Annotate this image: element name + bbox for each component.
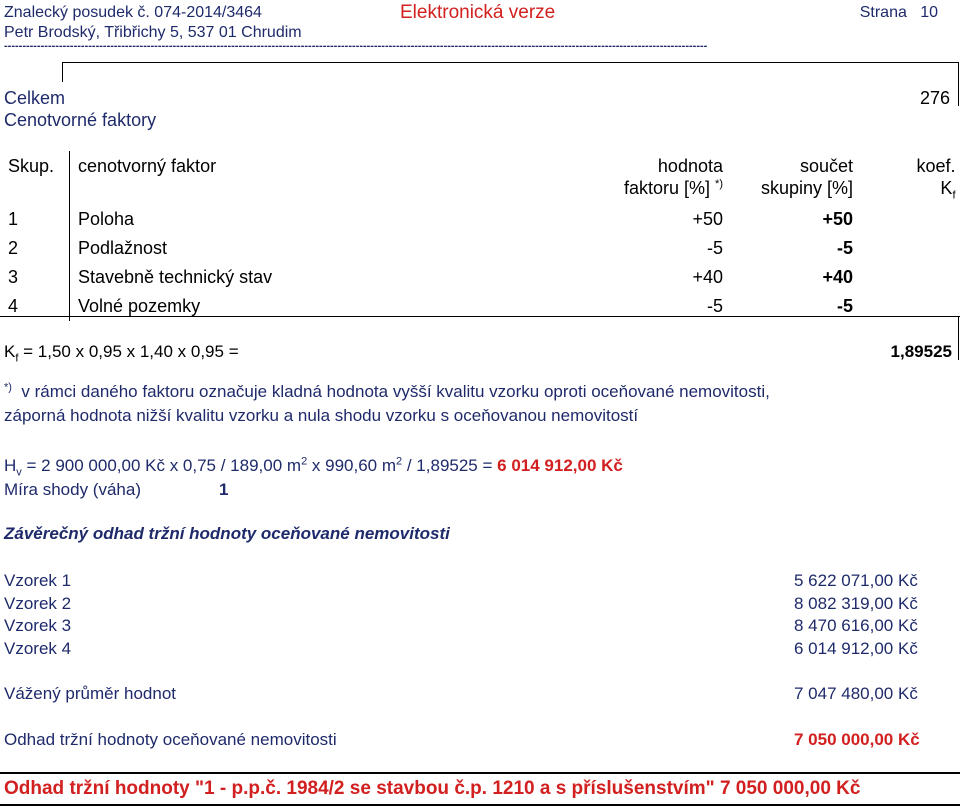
factors-table: [4, 151, 960, 321]
frame-divider: [958, 316, 959, 360]
footnote-line1: *) v rámci daného faktoru označuje kladná hodnota vyšší kvalitu vzorku oproti oceňované nemovitosti,: [4, 381, 770, 401]
header-separator: ------------------------------------------------------------------------------------------------------------------------------------------------------------------------------------------------: [4, 40, 708, 52]
sample-value: 8 470 616,00 Kč: [794, 616, 918, 635]
footnote-line2: záporná hodnota nižší kvalitu vzorku a nula shodu vzorku s oceňovanou nemovitostí: [4, 406, 639, 425]
weight-value: 1: [219, 480, 229, 499]
kf-formula: $K_f = 1,50$ x 0,95 x 1,40 x 0,95 =: [4, 342, 239, 365]
sample-value: 6 014 912,00 Kč: [794, 639, 918, 658]
section-title: Cenotvorné faktory: [4, 110, 157, 130]
author-address: Petr Brodský, Třibřichy 5, 537 01 Chrudim: [4, 24, 302, 41]
total-value: 276: [919, 88, 950, 108]
total-label: Celkem: [4, 88, 66, 108]
sample-label: Vzorek 1: [4, 571, 72, 590]
final-estimate-text: Odhad tržní hodnoty "1 - p.p.č. 1984/2 se stavbou č.p. 1210 a s příslušenstvím" 7 050 000,00 Kč: [4, 778, 861, 799]
table-row: 4 Volné pozemky -5 -5: [4, 292, 960, 321]
header-coef: koef. $K_f$: [916, 156, 956, 202]
hv-result: 6 014 912,00 Kč: [497, 456, 623, 475]
estimate-value: 7 050 000,00 Kč: [794, 730, 920, 749]
weighted-average-label: Vážený průměr hodnot: [4, 684, 176, 703]
weighted-average-value: 7 047 480,00 Kč: [794, 684, 918, 703]
version-label: Elektronická verze: [400, 2, 556, 23]
page-number: 10: [920, 4, 938, 21]
page-indicator: [860, 4, 938, 22]
frame-divider: [62, 62, 63, 82]
document-reference: Znalecký posudek č. 074-2014/3464: [4, 4, 262, 21]
estimate-label: Odhad tržní hodnoty oceňované nemovitosti: [4, 730, 337, 749]
sample-value: 8 082 319,00 Kč: [794, 594, 918, 613]
sample-value: 5 622 071,00 Kč: [794, 571, 918, 590]
header-group: Skup.: [4, 151, 70, 205]
hv-formula: $H_v = 2$ 900 000,00 Kč x 0,75 / 189,00 $m^2$ x 990,60 $m^2 / 1,89525 = 6$ 014 912,00 Kč: [4, 455, 623, 479]
sample-label: Vzorek 2: [4, 594, 72, 613]
sample-label: Vzorek 3: [4, 616, 72, 635]
kf-result: 1,89525: [890, 342, 952, 361]
table-header: [4, 151, 960, 205]
header-value: hodnota faktoru [%] *): [623, 156, 723, 198]
footnote-mark: *): [4, 381, 12, 394]
header-factor: cenotvorný faktor: [78, 156, 217, 176]
table-row: 2 Podlažnost -5 -5: [4, 234, 960, 263]
final-estimate-bar: [0, 772, 960, 806]
header-sum: součet skupiny [%]: [760, 156, 853, 198]
table-row: 1 Poloha +50 +50: [4, 205, 960, 234]
page-label: Strana: [859, 4, 907, 21]
weight-label: Míra shody (váha): [4, 480, 141, 499]
frame-divider: [958, 62, 959, 106]
sample-label: Vzorek 4: [4, 639, 72, 658]
frame-rule: [62, 62, 959, 63]
table-row: 3 Stavebně technický stav +40 +40: [4, 263, 960, 292]
conclusion-title: Závěrečný odhad tržní hodnoty oceňované nemovitosti: [4, 524, 450, 543]
